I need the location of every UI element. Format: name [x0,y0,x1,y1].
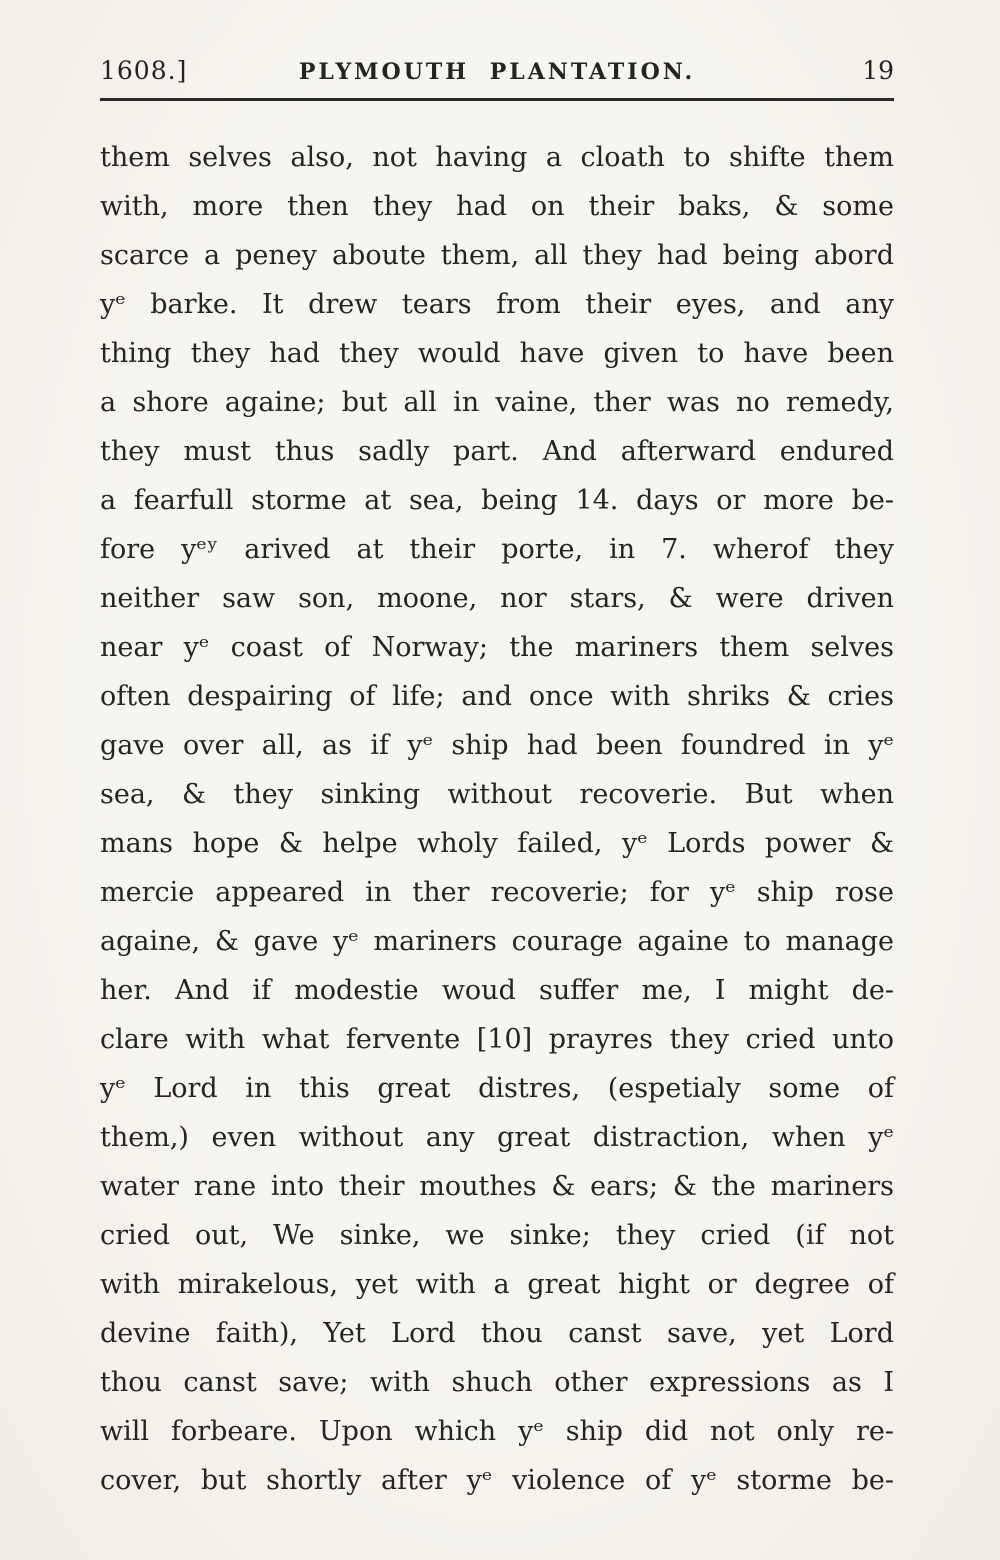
text-line: yᵉ barke. It drew tears from their eyes, and any [100,289,894,320]
text-line: them,) even without any great distraction, when yᵉ [100,1122,894,1153]
text-line: near yᵉ coast of Norway; the mariners them selves [100,632,894,663]
text-line: gave over all, as if yᵉ ship had been foundred in yᵉ [100,730,894,761]
text-line: water rane into their mouthes & ears; & the mariners [100,1171,894,1202]
text-line: sea, & they sinking without recoverie. But when [100,779,894,810]
text-line: them selves also, not having a cloath to shifte them [100,142,894,173]
text-line: devine faith), Yet Lord thou canst save, yet Lord [100,1318,894,1349]
text-line: they must thus sadly part. And afterward endured [100,436,894,467]
page-header [100,56,894,85]
text-line: fore yᵉʸ arived at their porte, in 7. wherof they [100,534,894,565]
text-line: yᵉ Lord in this great distres, (espetialy some of [100,1073,894,1104]
header-title: PLYMOUTH PLANTATION. [298,59,696,85]
text-line: often despairing of life; and once with shriks & cries [100,681,894,712]
header-year: 1608.] [100,56,188,85]
text-line: mans hope & helpe wholy failed, yᵉ Lords power & [100,828,894,859]
text-line: scarce a peney aboute them, all they had being abord [100,240,894,271]
text-line: with mirakelous, yet with a great hight or degree of [100,1269,894,1300]
text-line: thing they had they would have given to have been [100,338,894,369]
header-rule [100,98,894,101]
text-line: thou canst save; with shuch other expressions as I [100,1367,894,1398]
header-page-number: 19 [862,56,894,85]
text-line: againe, & gave yᵉ mariners courage againe to manage [100,926,894,957]
text-line: with, more then they had on their baks, & some [100,191,894,222]
text-line: clare with what fervente [10] prayres they cried unto [100,1024,894,1055]
text-line: a shore againe; but all in vaine, ther was no remedy, [100,387,894,418]
page-body [100,133,894,1505]
text-line: neither saw son, moone, nor stars, & were driven [100,583,894,614]
text-line: her. And if modestie woud suffer me, I might de- [100,975,894,1006]
text-line: cried out, We sinke, we sinke; they cried (if not [100,1220,894,1251]
text-line: a fearfull storme at sea, being 14. days or more be- [100,485,894,516]
text-line: mercie appeared in ther recoverie; for yᵉ ship rose [100,877,894,908]
text-line: will forbeare. Upon which yᵉ ship did not only re- [100,1416,894,1447]
text-line: cover, but shortly after yᵉ violence of yᵉ storme be- [100,1465,894,1496]
